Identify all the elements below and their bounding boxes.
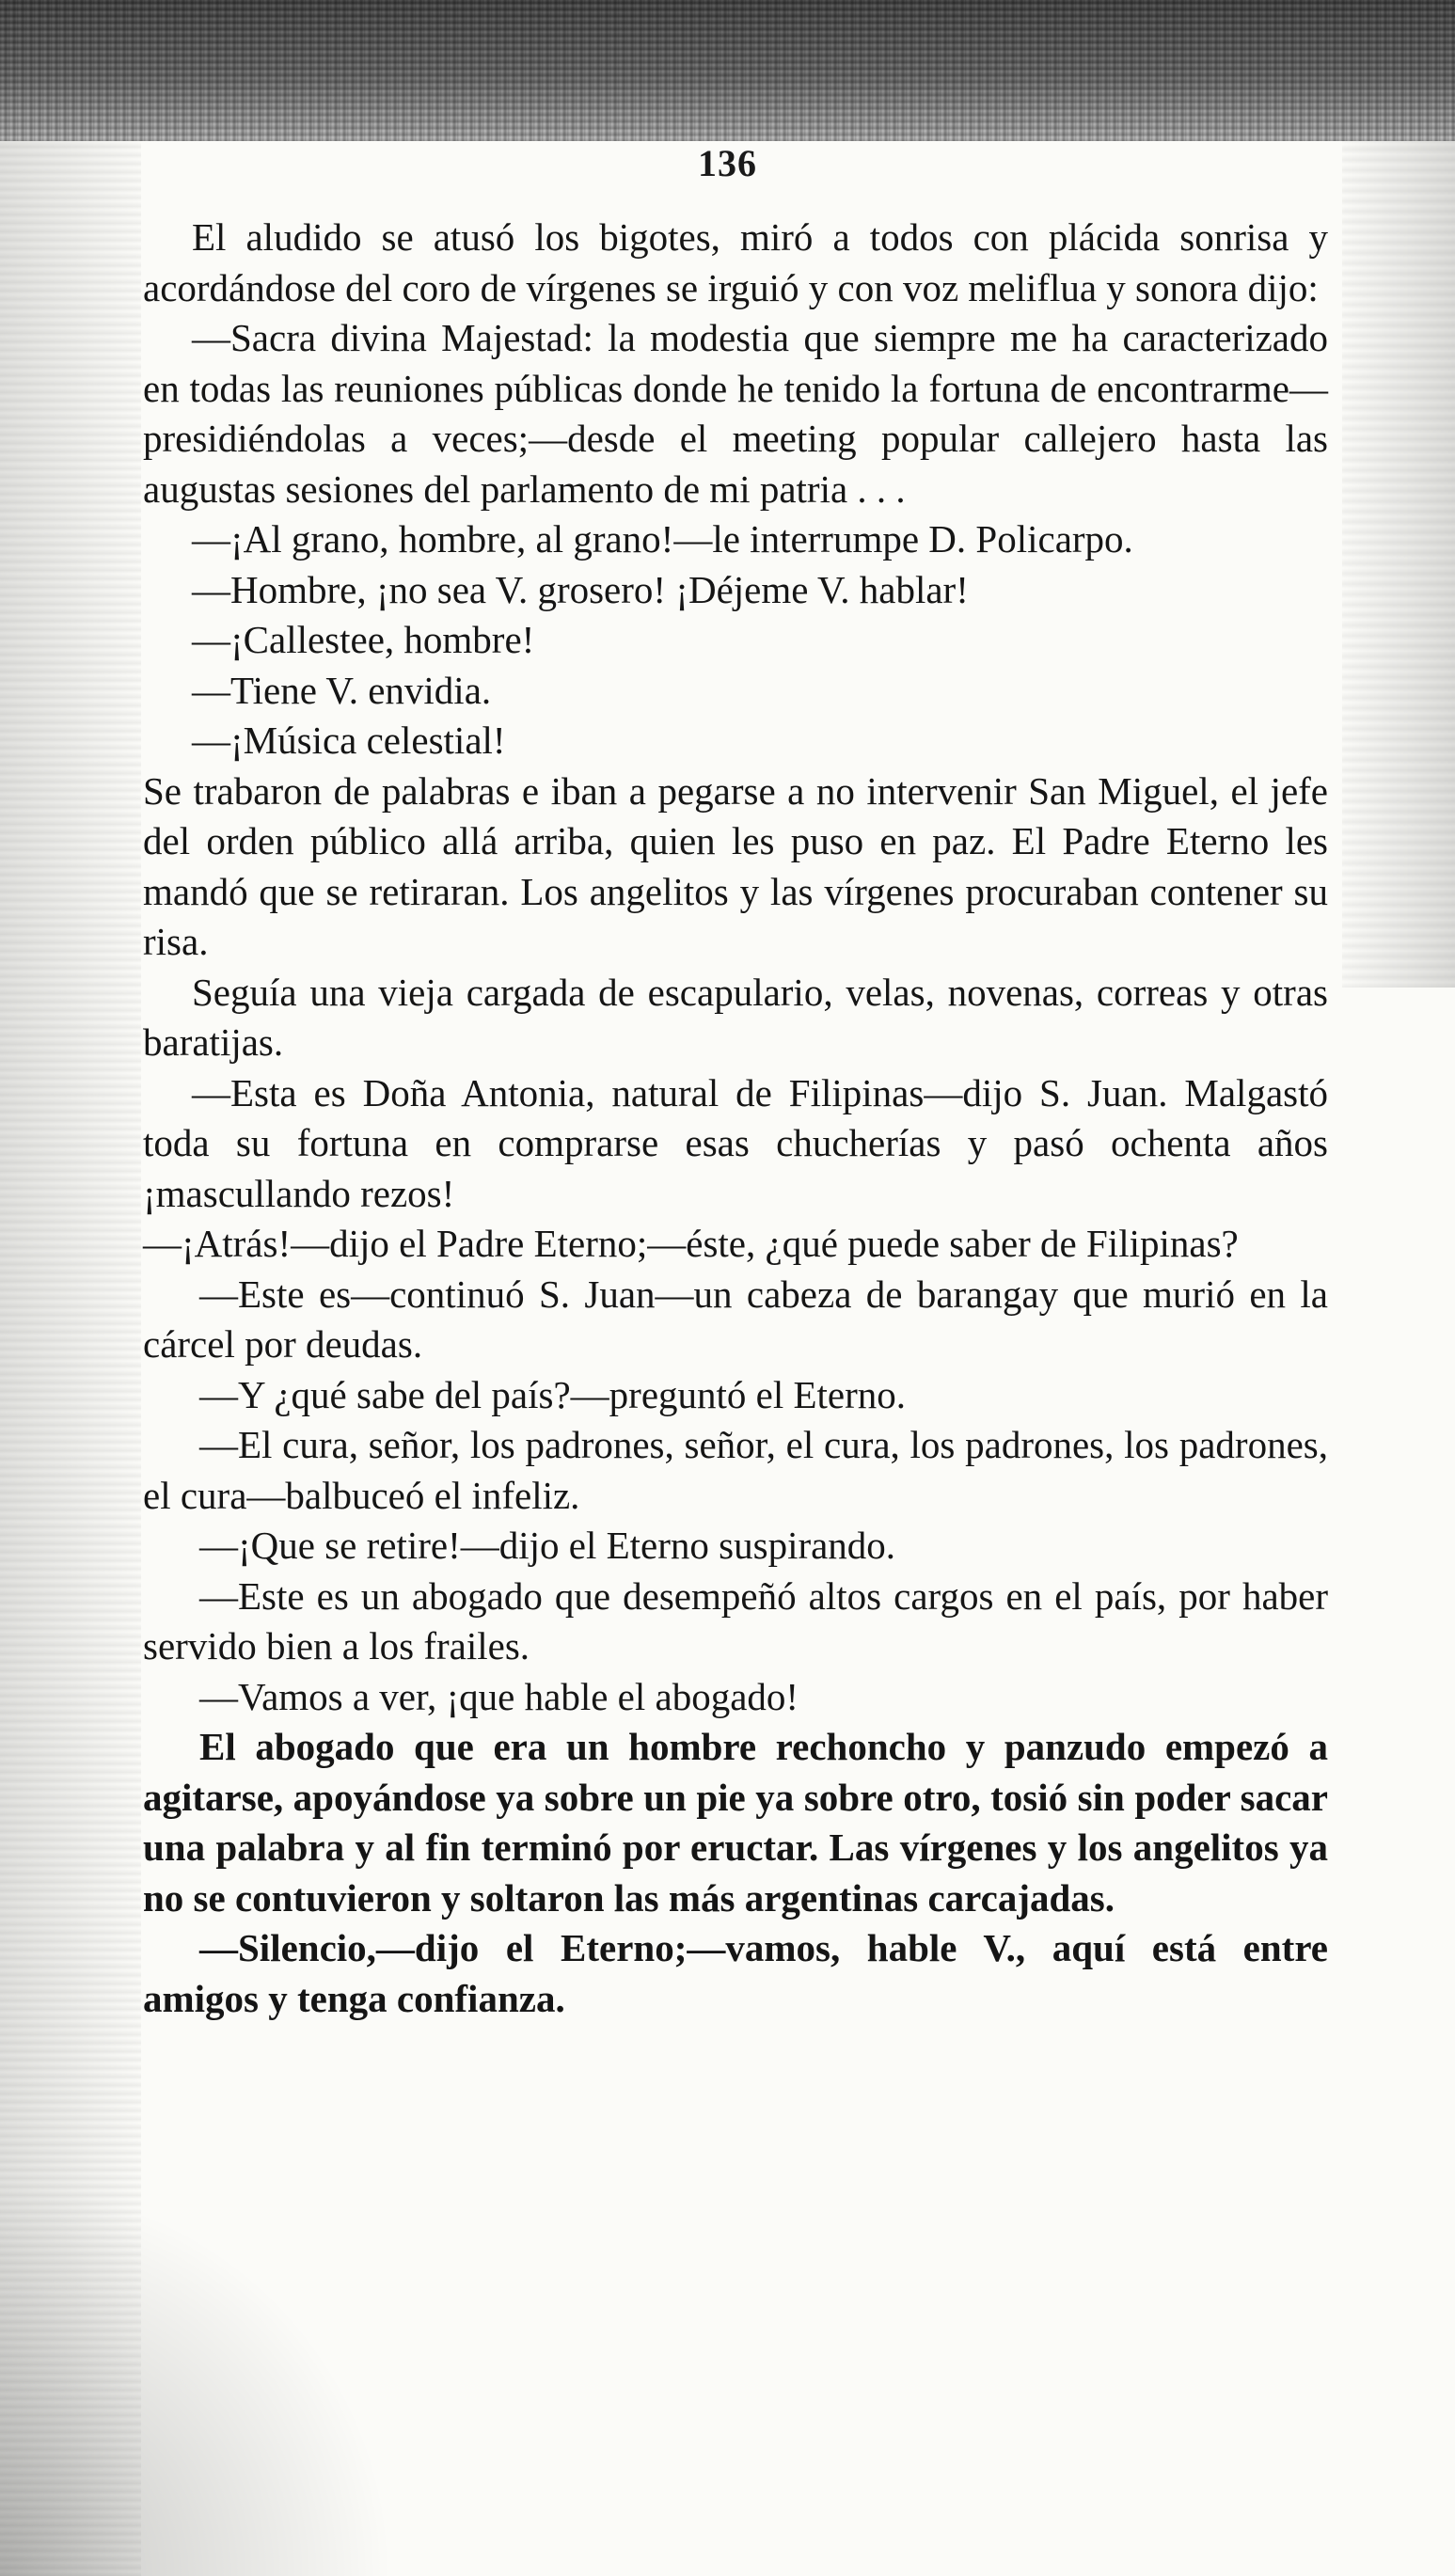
- paragraph-dialogue: —¡Al grano, hombre, al grano!—le interrumpe D. Policarpo.: [192, 517, 1133, 561]
- paragraph-narrative: Seguía una vieja cargada de escapulario, velas, novenas, correas y otras baratijas.: [143, 970, 1328, 1064]
- paragraph-narrative: El abogado que era un hombre rechoncho y panzudo empezó a agitarse, apoyándose ya sobre un pie ya sobre otro, tosió sin poder sacar una palabra y al fin terminó por eructar. Las vírgenes y los angelitos ya no se contuvieron y soltaron las más argentinas carcajadas.: [143, 1725, 1328, 1920]
- scan-noise-top: [0, 0, 1455, 141]
- paragraph-dialogue: —¡Música celestial!: [192, 719, 506, 762]
- paragraph-narrative: Se trabaron de palabras e iban a pegarse a no intervenir San Miguel, el jefe del orden público allá arriba, quien les puso en paz. El Padre Eterno les mandó que se retiraran. Los angelitos y las vírgenes procuraban contener su risa.: [143, 768, 1328, 963]
- paragraph-dialogue: —Este es un abogado que desempeñó altos cargos en el país, por haber servido bien a los frailes.: [143, 1573, 1328, 1667]
- paragraph-dialogue: —El cura, señor, los padrones, señor, el cura, los padrones, los padrones, el cura—balbuceó el infeliz.: [143, 1423, 1328, 1517]
- paragraph-dialogue: —Hombre, ¡no sea V. grosero! ¡Déjeme V. hablar!: [192, 567, 969, 611]
- paragraph-intro: El aludido se atusó los bigotes, miró a todos con plácida sonrisa y acordándose del coro de vírgenes se irguió y con voz meliflua y sonora dijo:: [143, 215, 1328, 309]
- paragraph-dialogue: —Este es—continuó S. Juan—un cabeza de barangay que murió en la cárcel por deudas.: [143, 1272, 1328, 1366]
- paragraph-dialogue: —Silencio,—dijo el Eterno;—vamos, hable V., aquí está entre amigos y tenga confianza.: [143, 1926, 1328, 2020]
- paragraph-speech: —Sacra divina Majestad: la modestia que siempre me ha caracterizado en todas las reuniones públicas donde he tenido la fortuna de encontrarme—presidiéndolas a veces;—desde el meeting popular callejero hasta las augustas sesiones del parlamento de mi patria . . .: [143, 316, 1328, 511]
- scan-noise-right: [1342, 141, 1455, 988]
- paragraph-dialogue: —Tiene V. envidia.: [192, 668, 492, 712]
- paragraph-dialogue: —¡Que se retire!—dijo el Eterno suspirando.: [199, 1524, 896, 1567]
- paragraph-dialogue: —Vamos a ver, ¡que hable el abogado!: [199, 1674, 799, 1718]
- paragraph-dialogue: —Y ¿qué sabe del país?—preguntó el Eterno.: [199, 1372, 907, 1416]
- paragraph-dialogue: —¡Atrás!—dijo el Padre Eterno;—éste, ¿qué puede saber de Filipinas?: [143, 1222, 1239, 1265]
- page-number: 136: [698, 142, 757, 184]
- scan-noise-bottom-left: [0, 2181, 395, 2576]
- body-text: [143, 213, 1328, 2024]
- paragraph-dialogue: —¡Callestee, hombre!: [192, 618, 535, 661]
- paragraph-dialogue: —Esta es Doña Antonia, natural de Filipinas—dijo S. Juan. Malgastó toda su fortuna en comprarse esas chucherías y pasó ochenta años ¡mascullando rezos!: [143, 1070, 1328, 1215]
